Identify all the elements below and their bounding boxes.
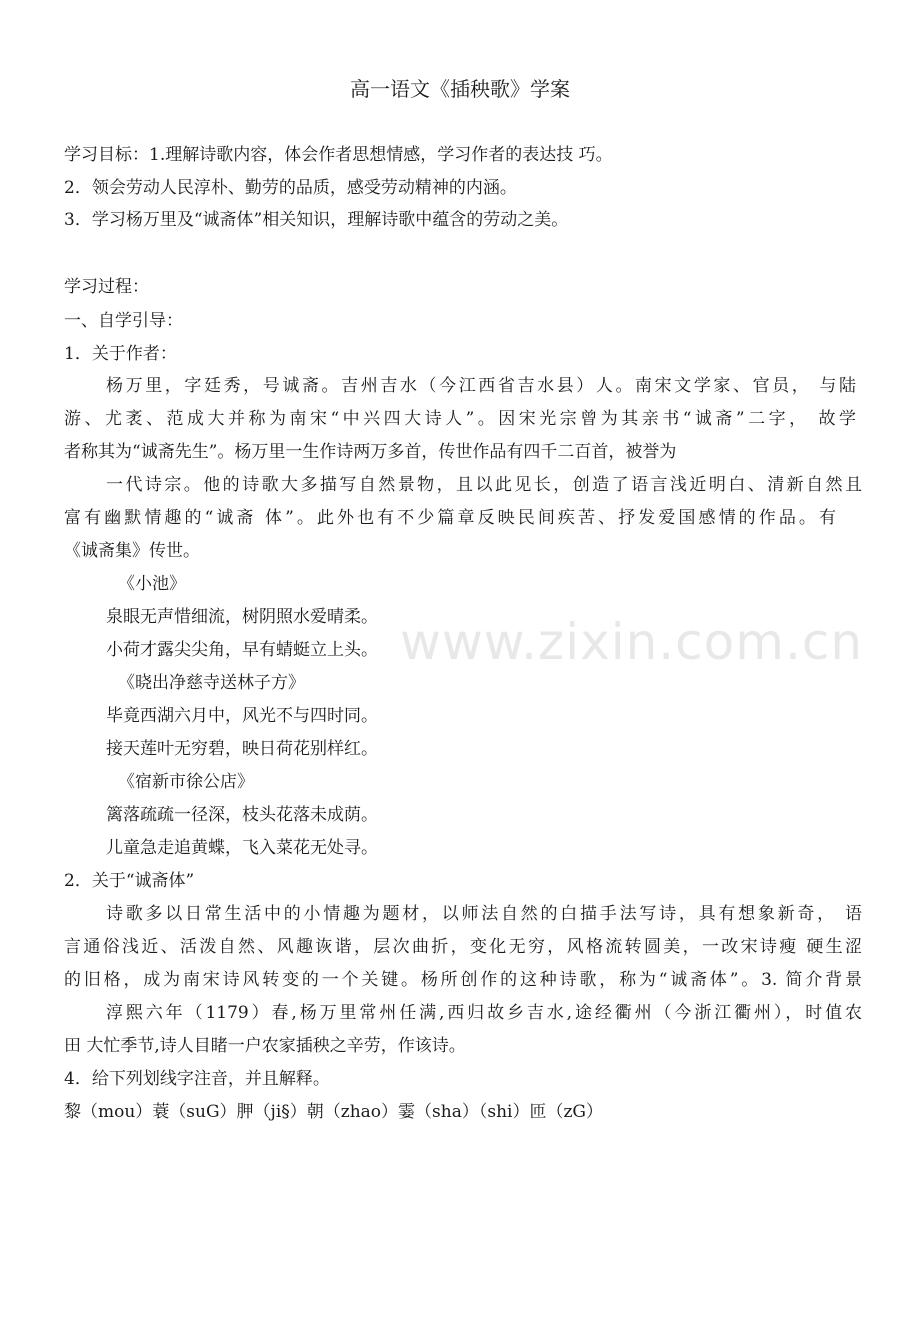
poem-line: 泉眼无声惜细流，树阴照水爱晴柔。 [106, 607, 378, 627]
process-heading: 学习过程： [64, 277, 149, 297]
watermark: www.zixin.com.cn [400, 613, 864, 671]
poem-title: 《小池》 [118, 574, 186, 594]
objective-3: 3．学习杨万里及“诚斋体”相关知识，理解诗歌中蕴含的劳动之美。 [64, 210, 569, 230]
style-para-line: 的旧格，成为南宋诗风转变的一个关键。杨所创作的这种诗歌，称为“诚斋体”。3. 简介背景 [64, 970, 862, 990]
author-para-line: 《诚斋集》传世。 [64, 541, 200, 561]
section1-heading: 一、自学引导： [64, 311, 183, 331]
poem-title: 《宿新市徐公店》 [118, 772, 254, 792]
style-para-line: 言通俗浅近、活泼自然、风趣诙谐，层次曲折，变化无穷，风格流转圆美，一改宋诗瘦 硬生涩 [64, 937, 862, 957]
document-title: 高一语文《插秧歌》学案 [350, 77, 570, 101]
style-para-line: 诗歌多以日常生活中的小情趣为题材，以师法自然的白描手法写诗，具有想象新奇， 语 [106, 904, 862, 924]
background-para-line: 田 大忙季节,诗人目睹一户农家插秧之辛劳，作该诗。 [64, 1036, 466, 1056]
author-para-line: 杨万里，字廷秀，号诚斋。吉州吉水（今江西省吉水县）人。南宋文学家、官员， 与陆 [106, 376, 856, 396]
objective-2: 2．领会劳动人民淳朴、勤劳的品质，感受劳动精神的内涵。 [64, 178, 517, 198]
poem-line: 毕竟西湖六月中，风光不与四时同。 [106, 706, 378, 726]
author-para-line: 者称其为“诚斋先生”。杨万里一生作诗两万多首，传世作品有四千二百首，被誉为 [64, 442, 677, 462]
background-para-line: 淳熙六年（1179）春,杨万里常州任满,西归故乡吉水,途经衢州（今浙江衢州），时值农 [106, 1003, 862, 1023]
item1-heading: 1．关于作者： [64, 344, 177, 364]
objective-1: 学习目标：1.理解诗歌内容，体会作者思想情感，学习作者的表达技 巧。 [64, 145, 613, 165]
item2-heading: 2．关于“诚斋体” [64, 871, 195, 891]
pinyin-line: 黎（mou）蓑（suG）胛（ji§）朝（zhao）霎（sha）（shi）匝（zG） [64, 1102, 603, 1122]
author-para-line: 富有幽默情趣的“诚斋 体”。此外也有不少篇章反映民间疾苦、抒发爱国感情的作品。有 [64, 508, 836, 528]
poem-line: 小荷才露尖尖角，早有蜻蜓立上头。 [106, 640, 378, 660]
poem-line: 儿童急走追黄蝶，飞入菜花无处寻。 [106, 838, 378, 858]
poem-title: 《晓出净慈寺送林子方》 [118, 673, 305, 693]
author-para-line: 一代诗宗。他的诗歌大多描写自然景物，且以此见长，创造了语言浅近明白、清新自然且 [106, 475, 862, 495]
item4-heading: 4．给下列划线字注音，并且解释。 [64, 1069, 330, 1089]
poem-line: 接天莲叶无穷碧，映日荷花别样红。 [106, 739, 378, 759]
author-para-line: 游、尤袤、范成大并称为南宋“中兴四大诗人”。因宋光宗曾为其亲书“诚斋”二字， 故学 [64, 409, 856, 429]
poem-line: 篱落疏疏一径深，枝头花落未成荫。 [106, 805, 378, 825]
